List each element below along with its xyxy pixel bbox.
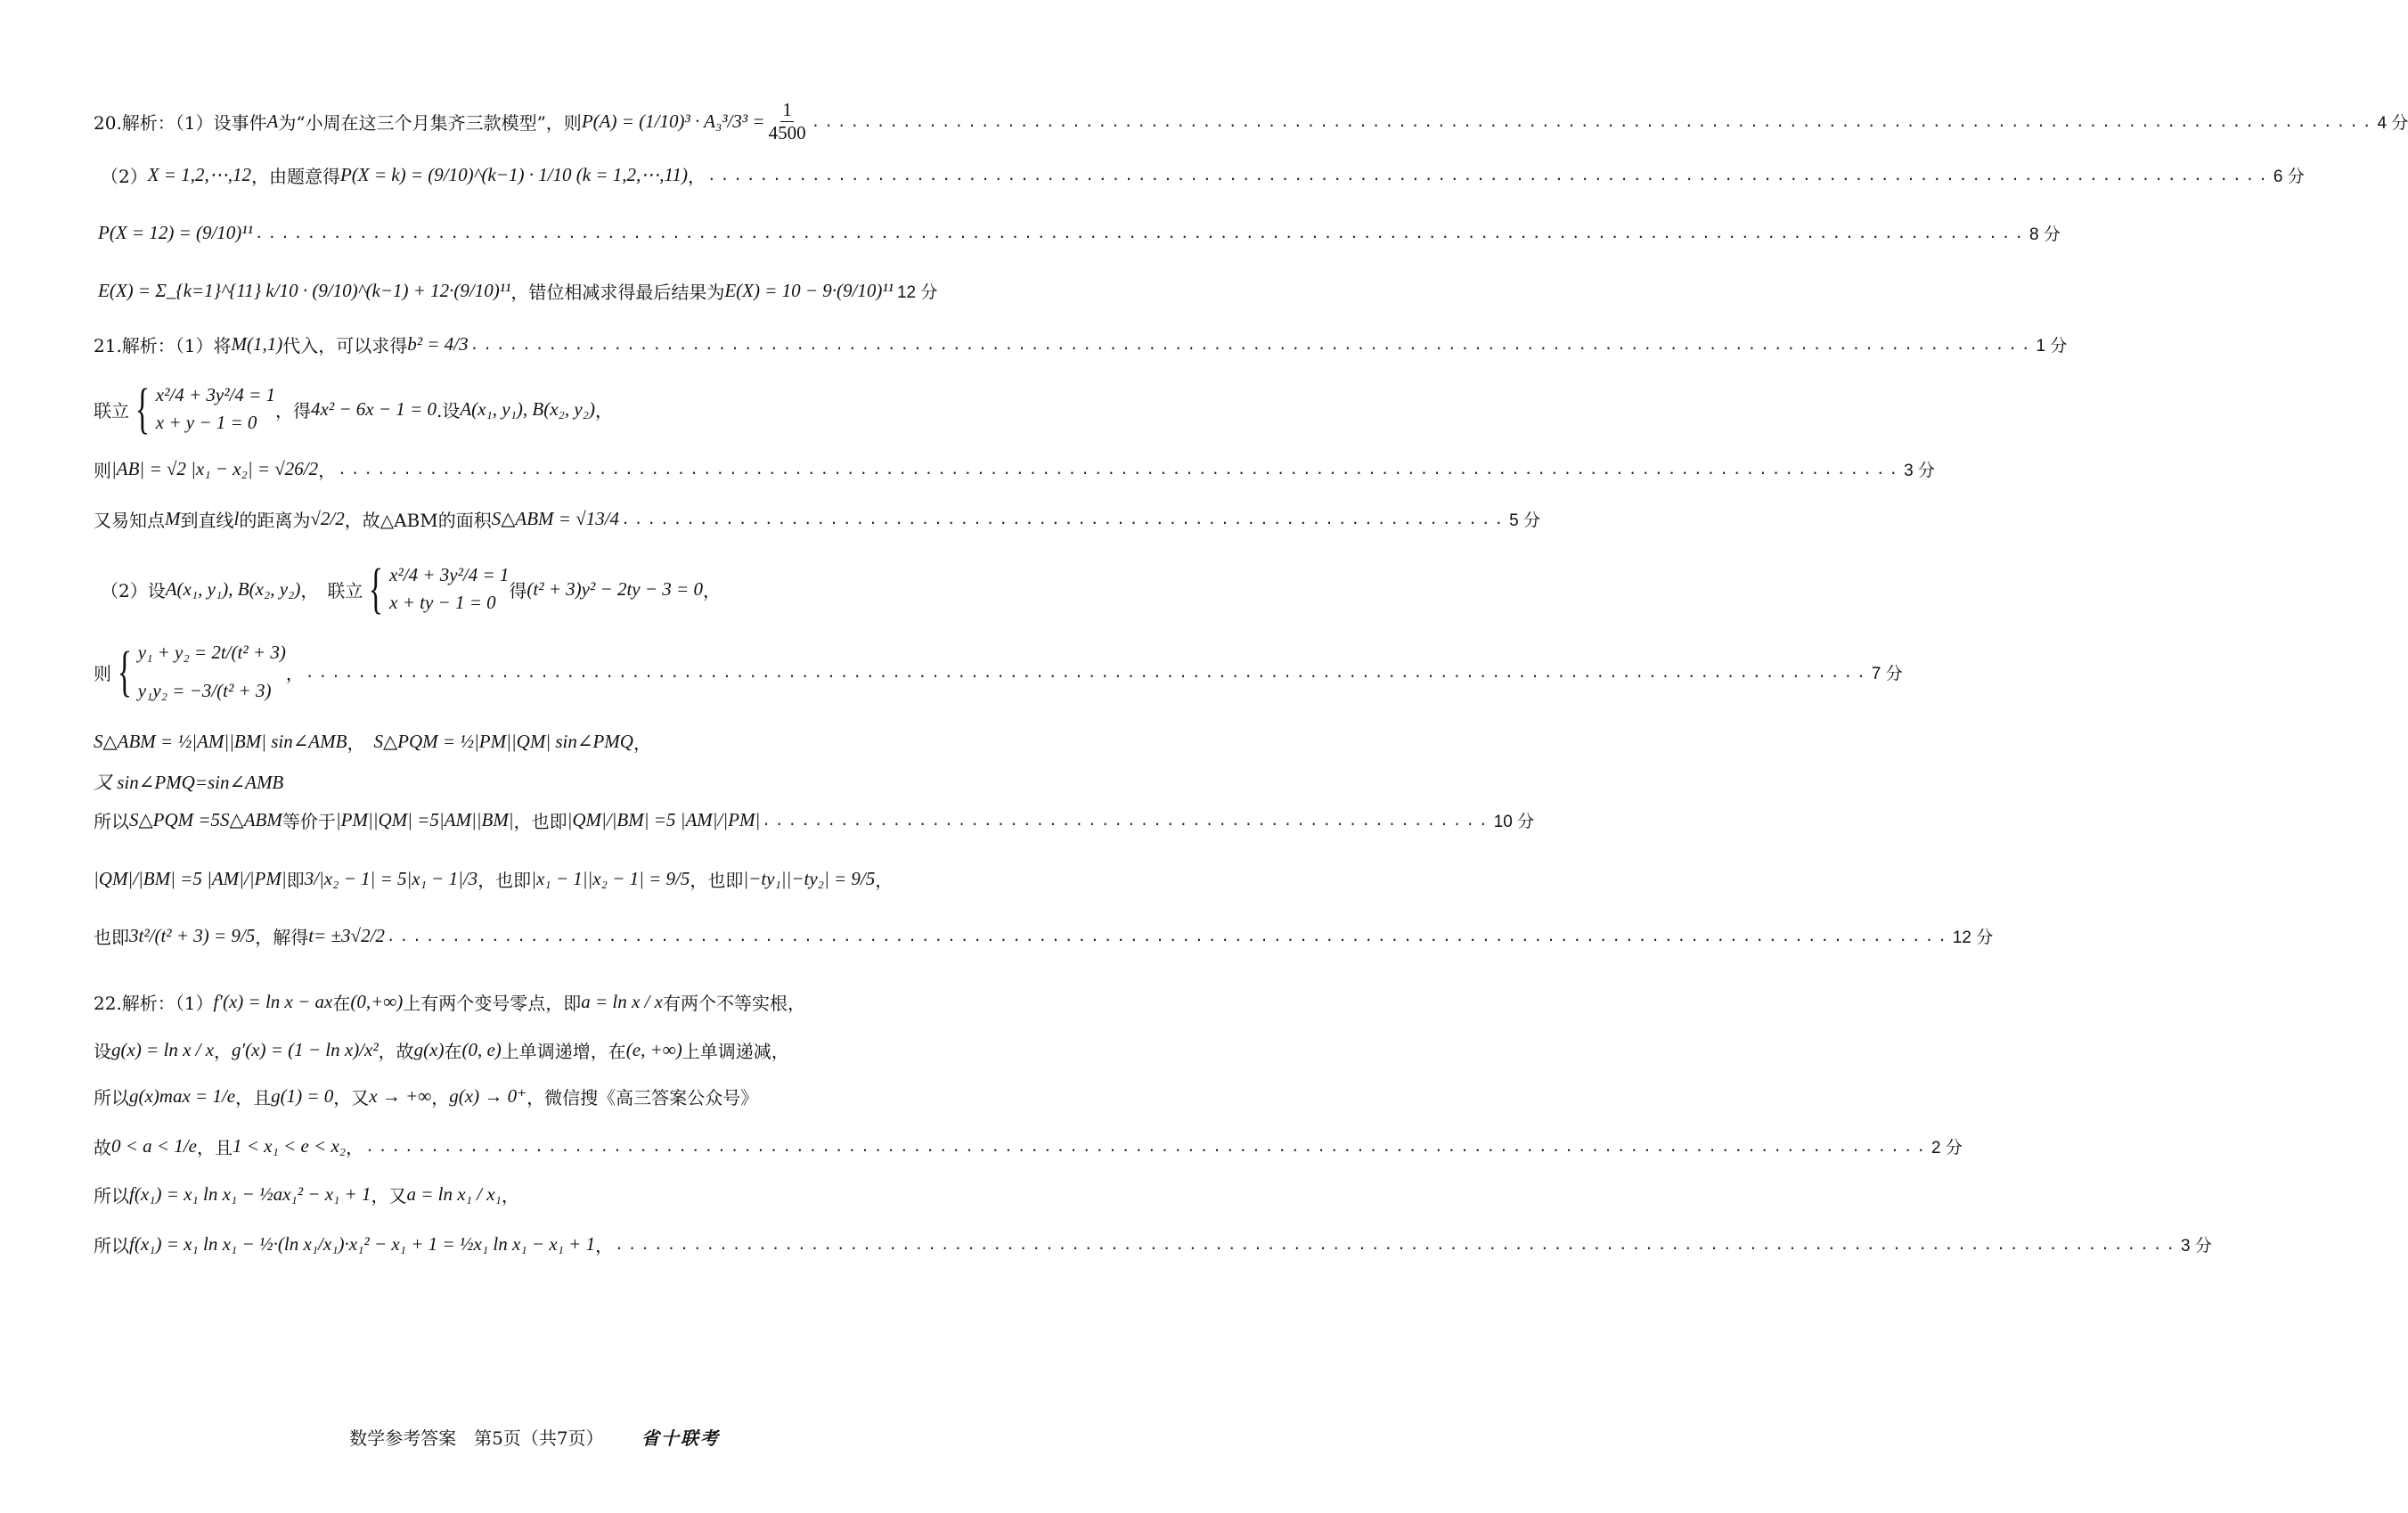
- f-x1-simplified: f(x₁) = x₁ ln x₁ − ½·(ln x₁/x₁)·x₁² − x₁ + 1 = ½x₁ ln x₁ − x₁ + 1: [129, 1233, 596, 1255]
- q21-part2: （2）设: [101, 579, 166, 601]
- leader-dots: ........................................................................................................................: [469, 336, 2035, 353]
- q21-comma2: ，: [318, 460, 337, 481]
- q21-distance-is: 的距离为: [239, 510, 311, 531]
- q20-prob-expr: P(A) = (1/10)³ · A₃³/3³ =: [581, 110, 765, 133]
- q21-score-5: 10 分: [1493, 813, 1535, 831]
- q21-line11: [0, 923, 1994, 949]
- t-equation: 3t²/(t² + 3) = 9/5: [129, 925, 256, 946]
- q21-sep: ，: [347, 732, 374, 754]
- q20-expectation-sum: E(X) = Σ_{k=1}^{11} k/10 · (9/10)^(k−1) + 12·(9/10)¹¹: [98, 280, 511, 301]
- q20-score-2: 6 分: [2273, 168, 2305, 186]
- q22-so: ，故: [378, 1041, 414, 1062]
- q22-c1: ，: [214, 1041, 233, 1062]
- ratio-relation: |QM|/|BM| =5 |AM|/|PM|: [567, 809, 761, 830]
- q20-result-fraction: [767, 100, 808, 143]
- q21-combine-label: 联立: [94, 399, 129, 421]
- leader-dots: ........................................................................................................................: [338, 461, 1903, 478]
- q21-solve: ，解得: [255, 927, 309, 948]
- q21-area-text: ，故△ABM的面积: [344, 510, 492, 531]
- q21-chord-length: |AB| = √2 |x₁ − x₂| = √26/2: [111, 458, 319, 479]
- q21-score-4: 7 分: [1871, 664, 1903, 683]
- q21-score-3: 5 分: [1509, 511, 1540, 530]
- q21-line2: [0, 378, 1163, 440]
- f-x1: f(x₁) = x₁ ln x₁ − ½ax₁² − x₁ + 1: [129, 1183, 371, 1205]
- q21-comma4: ，: [285, 662, 304, 684]
- q22-line4: [0, 1133, 1963, 1159]
- brace-icon: {: [135, 379, 151, 439]
- q22-dec-text: 上单调递减，: [682, 1041, 789, 1062]
- point-m: M(1,1): [231, 333, 283, 355]
- leader-dots: ........................................................................................................................: [305, 663, 1870, 681]
- interval-1: (0,+∞): [350, 991, 404, 1012]
- q22-inc-text: 上单调递增，在: [501, 1041, 626, 1062]
- q22-let: 设: [94, 1041, 111, 1062]
- q22-line5: [0, 1182, 1163, 1207]
- area-pqm-formula: S△PQM = ½|PM||QM| sin∠PMQ: [373, 731, 633, 752]
- t-solution: t= ±3√2/2: [308, 925, 385, 946]
- q21-system-1: [129, 381, 275, 437]
- q21-then: 则: [94, 460, 111, 481]
- q21-score-1: 1 分: [2036, 337, 2068, 356]
- q20-intro: 20.解析：（1）设事件: [94, 112, 267, 135]
- leader-dots: ........................................................................................................................: [615, 1236, 2180, 1253]
- footer-page-info: 数学参考答案 第5页（共7页）: [349, 1427, 604, 1449]
- q20-event-desc: 为“小周在这三个月集齐三款模型”，则: [278, 112, 582, 135]
- q21-also: 又易知点: [94, 510, 165, 531]
- q20-expectation-result: E(X) = 10 − 9·(9/10)¹¹: [724, 280, 894, 301]
- q22-therefore2: 所以: [94, 1185, 129, 1206]
- q21-get: ，得: [275, 399, 312, 421]
- q21-ie3: ，也即: [690, 870, 744, 891]
- q21-line1: [0, 331, 2068, 357]
- q21-score-2: 3 分: [1904, 462, 1935, 480]
- q21-area: S△ABM = √13/4: [491, 508, 620, 529]
- leader-dots: ........................................................................................................................: [365, 1138, 1930, 1155]
- q22-line6: [0, 1231, 2212, 1257]
- q21-text: 代入，可以求得: [282, 335, 408, 356]
- q20-line1: [0, 99, 2408, 144]
- footer-brand: 省十联考: [641, 1427, 720, 1449]
- g-max: g(x)max = 1/e: [129, 1085, 236, 1107]
- brace-icon: {: [117, 642, 133, 702]
- q20-p12-expr: P(X = 12) = (9/10)¹¹: [98, 222, 253, 243]
- q21-b2-expr: b² = 4/3: [407, 333, 469, 355]
- q20-score-3: 8 分: [2028, 225, 2061, 244]
- event-a: A: [266, 110, 279, 133]
- q21-vieta-system: [111, 642, 286, 702]
- q22-roots-text: 有两个不等实根，: [662, 993, 805, 1014]
- q21-comma: ，: [594, 399, 613, 421]
- q21-score-6: 12 分: [1952, 928, 1994, 947]
- point-m-2: M: [165, 508, 181, 529]
- g-limit: g(x) → 0⁺: [449, 1085, 527, 1107]
- q22-wechat-note: ，微信搜《高三答案公众号》: [526, 1087, 759, 1108]
- q21-combine-2: ， 联立: [300, 579, 363, 601]
- q21-ie2: ，也即: [478, 870, 532, 891]
- area-abm-formula: S△ABM = ½|AM||BM| sin∠AMB: [94, 731, 347, 752]
- ellipse-equation: x²/4 + 3y²/4 = 1: [155, 384, 276, 405]
- area-relation: S△PQM =5S△ABM: [129, 809, 282, 830]
- q20-result-den: 4500: [768, 122, 806, 144]
- q22-c3: ，: [346, 1137, 364, 1158]
- q21-ie4: 也即: [94, 927, 129, 948]
- q20-method-text: ，错位相减求得最后结果为: [510, 282, 725, 303]
- q20-pmf-expr: P(X = k) = (9/10)^(k−1) · 1/10 (k = 1,2,⋯,11): [339, 164, 688, 185]
- leader-dots: ........................................................................................................................: [811, 113, 2376, 131]
- leader-dots: ........................................................................................................................: [706, 167, 2272, 184]
- line-l: l: [233, 508, 240, 529]
- q20-score-4: 12 分: [896, 283, 938, 302]
- g-def: g(x) = ln x / x: [111, 1039, 215, 1060]
- q22-and2: ，且: [197, 1137, 233, 1158]
- q21-comma5: ，: [633, 732, 651, 754]
- y-product: |−ty₁||−ty₂| = 9/5: [743, 868, 876, 889]
- q22-score-2: 3 分: [2181, 1237, 2212, 1255]
- q21-then-2: 则: [94, 662, 111, 684]
- q22-and: ，且: [235, 1087, 272, 1108]
- q22-on2: 在: [444, 1041, 462, 1062]
- q21-line5: [0, 558, 1170, 620]
- q21-that-is: ，也即: [513, 811, 567, 832]
- q20-comma: ，: [687, 166, 706, 187]
- q22-intro: 22.解析：（1）: [94, 993, 214, 1014]
- q21-line7: [0, 729, 1163, 755]
- g-derivative: g′(x) = (1 − ln x)/x²: [232, 1039, 379, 1060]
- q21-quadratic: 4x² − 6x − 1 = 0: [311, 397, 437, 420]
- q21-line4: [0, 506, 1540, 532]
- q21-system-2: [363, 561, 509, 617]
- leader-dots: ........................................................: [762, 812, 1492, 829]
- interval-dec: (e, +∞): [625, 1039, 682, 1060]
- vieta-sum: y₁ + y₂ = 2t/(t² + 3): [137, 642, 286, 663]
- length-relation: |PM||QM| =5|AM||BM|: [335, 809, 514, 830]
- q20-line4: [0, 278, 938, 304]
- q21-distance: √2/2: [310, 508, 345, 529]
- q22-zeros-text: 上有两个变号零点，即: [403, 993, 582, 1014]
- q22-therefore3: 所以: [94, 1235, 129, 1256]
- q20-result-num: 1: [780, 100, 794, 122]
- a-range: 0 < a < 1/e: [111, 1135, 197, 1157]
- q22-line3: [0, 1084, 1163, 1109]
- q21-ie: 即: [286, 870, 305, 891]
- q20-line2: [0, 162, 2305, 188]
- q22-c2: ，: [431, 1087, 450, 1108]
- x-product: |x₁ − 1||x₂ − 1| = 9/5: [531, 868, 690, 889]
- leader-dots: ....................................................................: [621, 511, 1508, 528]
- x-order: 1 < x₁ < e < x₂: [233, 1135, 347, 1157]
- interval-inc: (0, e): [461, 1039, 502, 1060]
- q22-therefore: 所以: [94, 1087, 129, 1108]
- q21-points-ab: A(x₁, y₁), B(x₂, y₂): [460, 397, 595, 420]
- page-footer: [0, 1424, 1069, 1450]
- q21-comma3: ，: [702, 579, 721, 601]
- q20-part2-label: （2）: [101, 166, 148, 187]
- q21-points-ab-2: A(x₁, y₁), B(x₂, y₂): [165, 577, 301, 600]
- q20-part2-text: ，由题意得: [250, 166, 340, 187]
- q22-line1: [0, 989, 1163, 1015]
- q22-c4: ，: [501, 1185, 519, 1206]
- sine-equality: 又 sin∠PMQ=sin∠AMB: [94, 772, 284, 793]
- q22-also2: ，又: [371, 1185, 407, 1206]
- q21-line10: [0, 866, 1163, 892]
- q22-on: 在: [332, 993, 351, 1014]
- q21-therefore: 所以: [94, 811, 129, 832]
- line-equation-2: x + ty − 1 = 0: [389, 592, 496, 613]
- q21-line6: [0, 634, 1903, 709]
- x-ratio: 3/|x₂ − 1| = 5|x₁ − 1|/3: [304, 868, 478, 889]
- q21-line8: [0, 768, 1163, 795]
- leader-dots: ........................................................................................................................................: [254, 225, 2028, 241]
- q21-to-line: 到直线: [180, 510, 234, 531]
- q22-score-1: 2 分: [1931, 1139, 1963, 1157]
- line-equation: x + y − 1 = 0: [155, 412, 257, 433]
- ratio-relation-2: |QM|/|BM| =5 |AM|/|PM|: [94, 868, 287, 889]
- q22-c5: ，: [595, 1235, 614, 1256]
- a-x1: a = ln x₁ / x₁: [406, 1183, 502, 1205]
- q21-line3: [0, 456, 1935, 482]
- g-one: g(1) = 0: [271, 1085, 334, 1107]
- q21-set: .设: [436, 399, 461, 421]
- q22-line2: [0, 1037, 1163, 1063]
- q21-comma6: ，: [875, 870, 894, 891]
- q21-intro: 21.解析：（1）将: [94, 335, 232, 356]
- g-func: g(x): [413, 1039, 445, 1060]
- q21-get-2: 得: [509, 579, 527, 601]
- vieta-product: y₁y₂ = −3/(t² + 3): [137, 680, 272, 701]
- derivative-f: f′(x) = ln x − ax: [213, 991, 333, 1012]
- q22-hence: 故: [94, 1137, 111, 1158]
- q21-equivalent: 等价于: [282, 811, 336, 832]
- q20-x-values: X = 1,2,⋯,12: [147, 164, 251, 185]
- leader-dots: ........................................................................................................................: [386, 928, 1951, 945]
- q21-quadratic-2: (t² + 3)y² − 2ty − 3 = 0: [526, 577, 703, 600]
- q22-also: ，又: [333, 1087, 370, 1108]
- q20-line3: [0, 221, 2061, 245]
- x-limit: x → +∞: [369, 1085, 432, 1107]
- brace-icon: {: [369, 559, 384, 619]
- a-equation: a = ln x / x: [581, 991, 663, 1012]
- q21-line9: [0, 807, 1535, 833]
- q20-score-1: 4 分: [2377, 114, 2408, 134]
- ellipse-equation-2: x²/4 + 3y²/4 = 1: [389, 564, 510, 585]
